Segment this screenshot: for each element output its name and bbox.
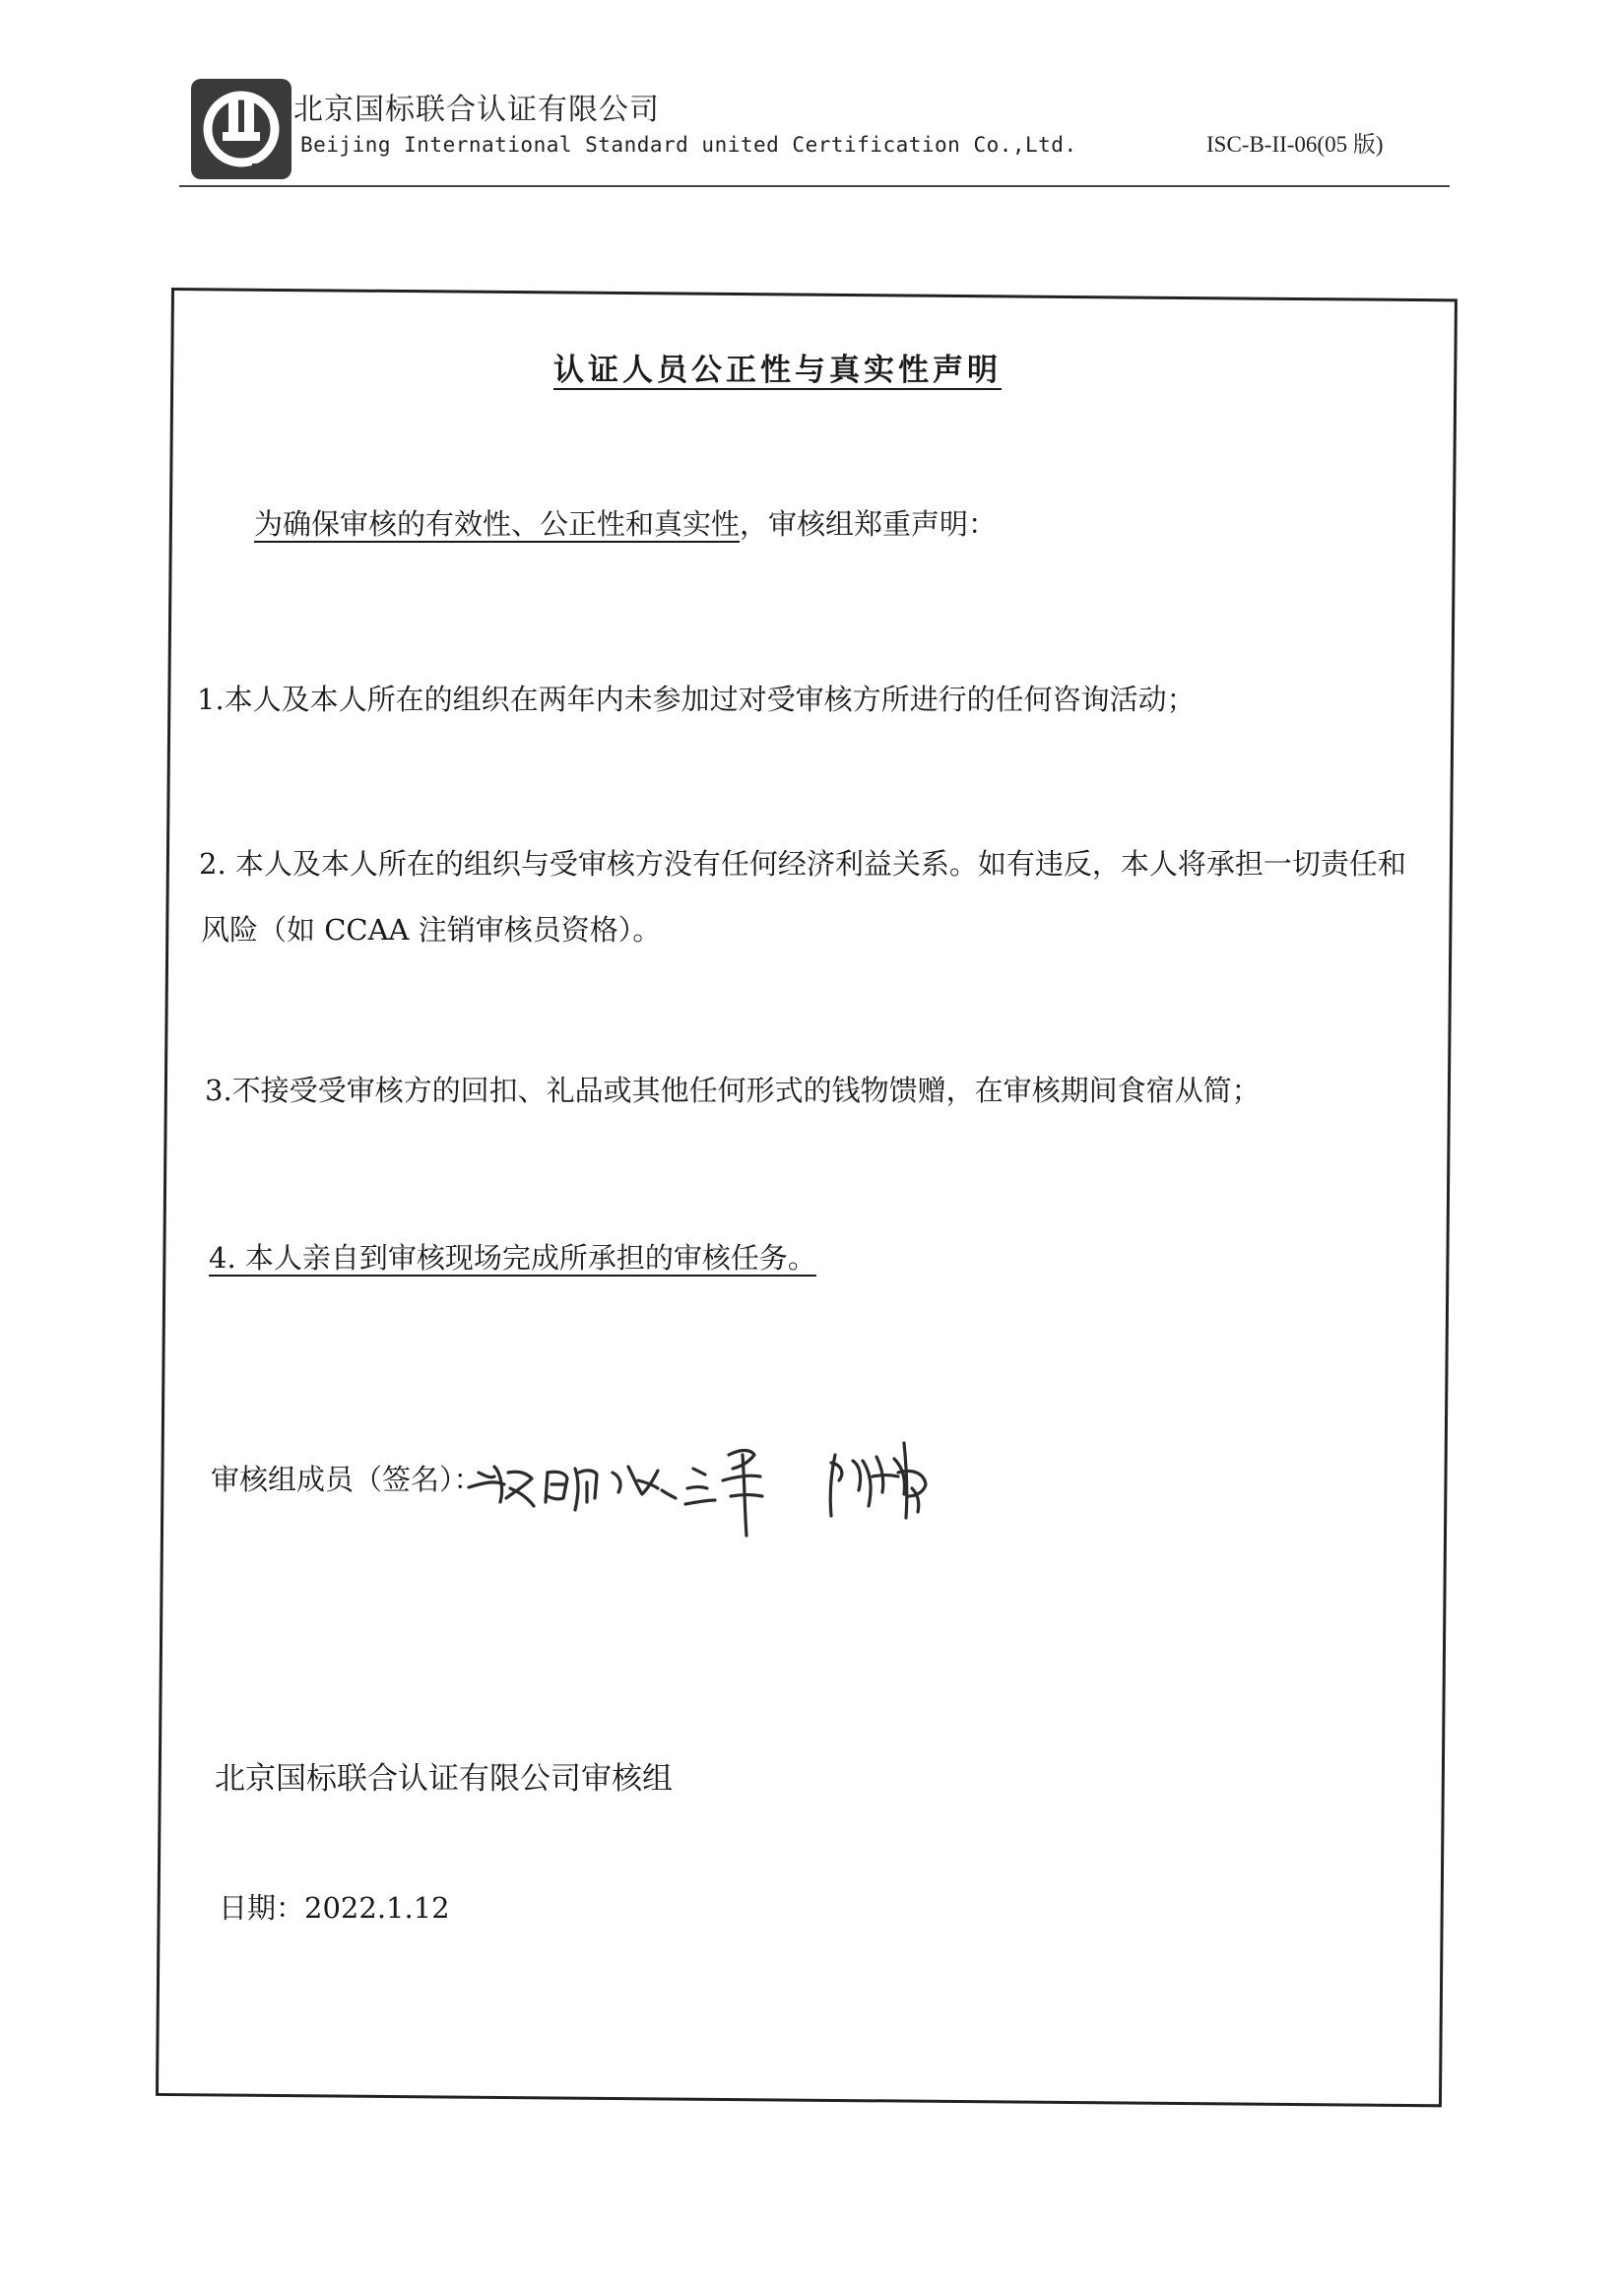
audit-team-name: 北京国标联合认证有限公司审核组 bbox=[215, 1761, 673, 1797]
signature-label: 审核组成员（签名）： bbox=[211, 1463, 483, 1496]
declaration-frame bbox=[156, 288, 1458, 2107]
declaration-item-4: 4. 本人亲自到审核现场完成所承担的审核任务。 bbox=[209, 1241, 816, 1275]
handwritten-signature bbox=[465, 1433, 997, 1542]
document-title: 认证人员公正性与真实性声明 bbox=[553, 353, 1002, 388]
declaration-item-2-line-2: 风险（如 CCAA 注销审核员资格）。 bbox=[201, 913, 662, 947]
document-code: ISC-B-II-06(05 版) bbox=[1206, 132, 1384, 157]
company-logo-icon bbox=[187, 75, 295, 183]
intro-rest-text: ，审核组郑重声明： bbox=[740, 507, 998, 541]
declaration-item-2-line-1: 2. 本人及本人所在的组织与受审核方没有任何经济利益关系。如有违反，本人将承担一切责任和 bbox=[199, 847, 1406, 881]
header-divider bbox=[179, 185, 1450, 187]
company-name-english: Beijing International Standard united Certification Co.,Ltd. bbox=[300, 133, 1077, 157]
declaration-item-1: 1.本人及本人所在的组织在两年内未参加过对受审核方所进行的任何咨询活动； bbox=[197, 683, 1196, 716]
date-label: 日期： bbox=[219, 1891, 305, 1925]
date-value: 2022.1.12 bbox=[304, 1891, 450, 1925]
intro-paragraph bbox=[254, 502, 997, 543]
company-name-chinese: 北京国标联合认证有限公司 bbox=[293, 93, 660, 127]
declaration-item-3: 3.不接受受审核方的回扣、礼品或其他任何形式的钱物馈赠，在审核期间食宿从简； bbox=[205, 1074, 1261, 1107]
intro-underlined-text: 为确保审核的有效性、公正性和真实性 bbox=[254, 507, 741, 541]
date-row bbox=[219, 1886, 450, 1927]
